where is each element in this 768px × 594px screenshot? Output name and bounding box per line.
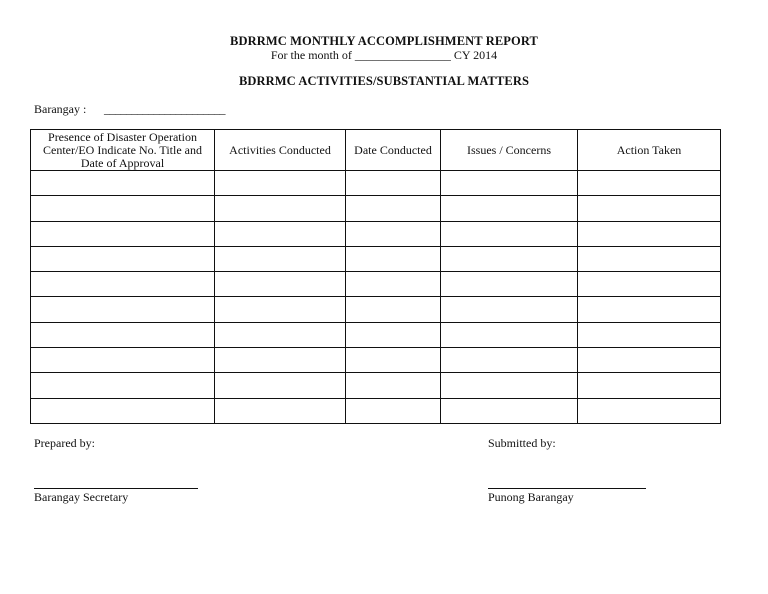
table-cell[interactable] <box>441 272 578 297</box>
table-cell[interactable] <box>215 373 346 398</box>
table-cell[interactable] <box>441 297 578 322</box>
table-cell[interactable] <box>31 348 215 373</box>
table-cell[interactable] <box>346 272 441 297</box>
table-header-row <box>31 130 721 171</box>
table-cell[interactable] <box>31 171 215 196</box>
prepared-role: Barangay Secretary <box>34 490 129 504</box>
table-cell[interactable] <box>441 171 578 196</box>
table-cell[interactable] <box>441 246 578 271</box>
table-row <box>31 221 721 246</box>
table-cell[interactable] <box>31 297 215 322</box>
table-cell[interactable] <box>578 398 721 423</box>
table-cell[interactable] <box>346 398 441 423</box>
table-row <box>31 348 721 373</box>
table-row <box>31 297 721 322</box>
table-cell[interactable] <box>578 373 721 398</box>
table-cell[interactable] <box>441 348 578 373</box>
table-row <box>31 398 721 423</box>
table-cell[interactable] <box>346 196 441 221</box>
table-cell[interactable] <box>346 348 441 373</box>
table-row <box>31 373 721 398</box>
table-cell[interactable] <box>215 297 346 322</box>
table-row <box>31 171 721 196</box>
table-cell[interactable] <box>31 322 215 347</box>
submitted-signature-line[interactable] <box>488 488 646 489</box>
activities-table <box>30 129 721 424</box>
table-cell[interactable] <box>346 297 441 322</box>
table-cell[interactable] <box>31 398 215 423</box>
table-cell[interactable] <box>346 246 441 271</box>
table-cell[interactable] <box>578 348 721 373</box>
table-cell[interactable] <box>441 373 578 398</box>
column-header-activities: Activities Conducted <box>215 130 346 171</box>
table-cell[interactable] <box>346 322 441 347</box>
table-cell[interactable] <box>346 373 441 398</box>
column-header-action: Action Taken <box>578 130 721 171</box>
month-prefix: For the month of <box>270 48 352 62</box>
table-cell[interactable] <box>215 221 346 246</box>
prepared-signature-line[interactable] <box>34 488 198 489</box>
table-cell[interactable] <box>215 398 346 423</box>
barangay-blank[interactable]: ______________________ <box>104 102 225 116</box>
table-cell[interactable] <box>346 221 441 246</box>
submitted-role: Punong Barangay <box>488 490 574 504</box>
table-cell[interactable] <box>578 196 721 221</box>
table-row <box>31 272 721 297</box>
table-row <box>31 322 721 347</box>
table-cell[interactable] <box>215 246 346 271</box>
table-cell[interactable] <box>31 246 215 271</box>
table-cell[interactable] <box>578 221 721 246</box>
table-cell[interactable] <box>441 398 578 423</box>
column-header-issues: Issues / Concerns <box>441 130 578 171</box>
column-header-date: Date Conducted <box>346 130 441 171</box>
table-cell[interactable] <box>441 322 578 347</box>
table-cell[interactable] <box>31 373 215 398</box>
table-cell[interactable] <box>441 196 578 221</box>
barangay-label: Barangay : <box>34 102 87 116</box>
table-cell[interactable] <box>31 196 215 221</box>
table-cell[interactable] <box>346 171 441 196</box>
report-year: CY 2014 <box>453 48 498 62</box>
table-cell[interactable] <box>578 272 721 297</box>
month-blank[interactable]: ________________ <box>354 48 451 62</box>
table-cell[interactable] <box>578 297 721 322</box>
column-header-disaster-center: Presence of Disaster Operation Center/EO Indicate No. Title and Date of Approval <box>31 130 215 171</box>
table-cell[interactable] <box>441 221 578 246</box>
table-cell[interactable] <box>578 322 721 347</box>
report-month-line <box>0 48 768 63</box>
table-cell[interactable] <box>215 322 346 347</box>
prepared-by-label: Prepared by: <box>34 436 95 450</box>
table-cell[interactable] <box>215 196 346 221</box>
table-cell[interactable] <box>215 272 346 297</box>
table-row <box>31 196 721 221</box>
table-cell[interactable] <box>215 171 346 196</box>
report-title: BDRRMC MONTHLY ACCOMPLISHMENT REPORT <box>230 34 538 48</box>
table-row <box>31 246 721 271</box>
section-title: BDRRMC ACTIVITIES/SUBSTANTIAL MATTERS <box>238 74 530 88</box>
table-cell[interactable] <box>215 348 346 373</box>
submitted-by-label: Submitted by: <box>488 436 556 450</box>
table-cell[interactable] <box>31 272 215 297</box>
table-cell[interactable] <box>578 171 721 196</box>
table-cell[interactable] <box>31 221 215 246</box>
table-cell[interactable] <box>578 246 721 271</box>
